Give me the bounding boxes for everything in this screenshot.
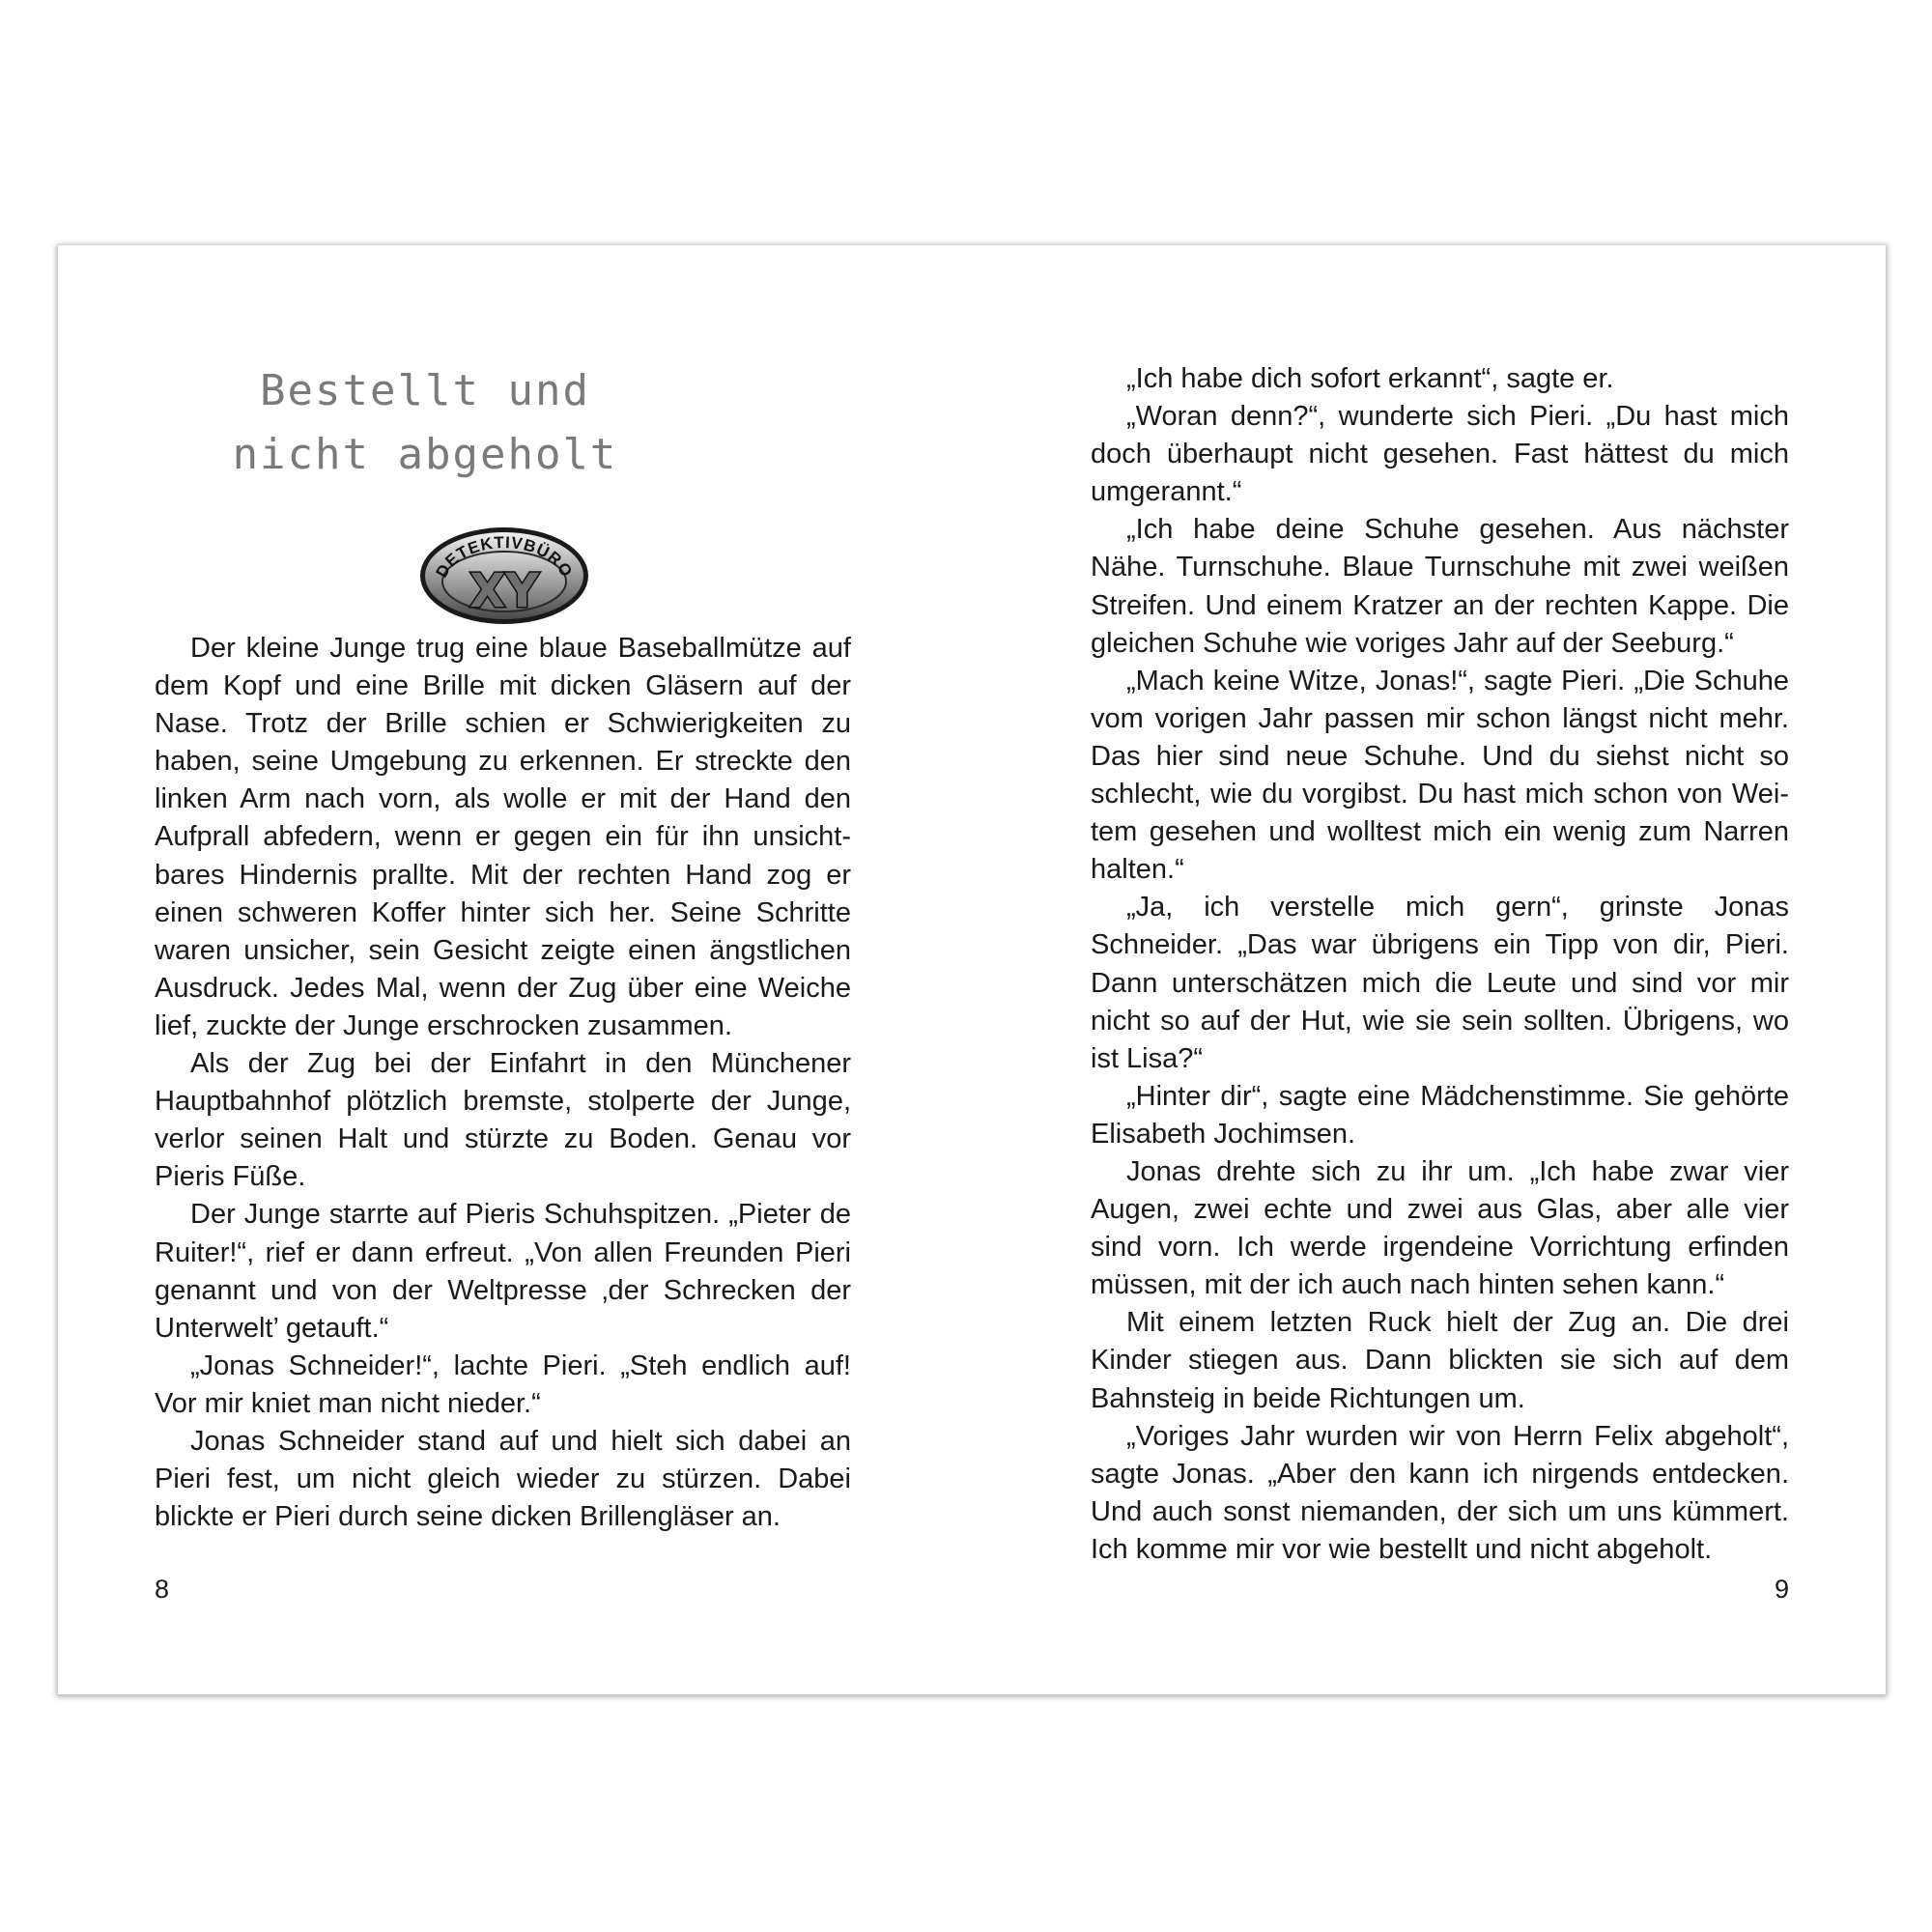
paragraph: Mit einem letzten Ruck hielt der Zug an. Die drei Kinder stiegen aus. Dann blickten sie sich auf dem Bahnsteig in beide Richtungen um. (1091, 1307, 1789, 1414)
paragraph: Jonas drehte sich zu ihr um. „Ich habe zwar vier Augen, zwei echte und zwei aus Glas, aber alle vier sind vorn. Ich werde irgendeine Vorrichtung erfinden müssen, mit der ich auch nach hinten sehen kann.“ (1091, 1155, 1789, 1301)
paragraph: „Ich habe deine Schuhe gesehen. Aus nächster Nähe. Turnschuhe. Blaue Turnschuhe mit zwei weißen Streifen. Und einem Kratzer an der rechten Kappe. Die gleichen Schuhe wie voriges Jahr auf der Seeburg.“ (1091, 514, 1789, 659)
paragraph: „Ich habe dich sofort erkannt“, sagte er. (1126, 363, 1614, 394)
paragraph: „Voriges Jahr wurden wir von Herrn Felix abgeholt“, sagte Jonas. „Aber den kann ich nirgends entdecken. Und auch sonst niemanden, der sich um uns kümmert. Ich komme mir vor wie bestellt und nicht abgeholt. (1091, 1420, 1789, 1565)
paragraph: Der Junge starrte auf Pieris Schuhspitzen. „Pieter de Ruiter!“, rief er dann erfreut. „Von allen Freunden Pieri genannt und von der Weltpresse ‚der Schrecken der Unterwelt’ getauft.“ (155, 1199, 851, 1344)
page-number-left: 8 (155, 1575, 170, 1604)
paragraph: „Jonas Schneider!“, lachte Pieri. „Steh endlich auf! Vor mir kniet man nicht nieder.“ (155, 1350, 851, 1419)
chapter-title-line-1: Bestellt und (260, 366, 590, 415)
paragraph: Als der Zug bei der Einfahrt in den Münchener Hauptbahnhof plötzlich bremste, stolperte der Junge, verlor seinen Halt und stürzte zu Boden. Genau vor Pieris Füße. (155, 1048, 851, 1193)
right-page (1091, 245, 1789, 1694)
paragraph: „Hinter dir“, sagte eine Mädchenstimme. Sie gehörte Elisabeth Jochimsen. (1091, 1080, 1789, 1150)
paragraph: „Ja, ich verstelle mich gern“, grinste Jonas Schneider. „Das war übrigens ein Tipp von dir, Pieri. Dann unterschätzen mich die Leute und sind vor mir nicht so auf der Hut, wie sie sein sollten. Übrigens, wo ist Lisa?“ (1091, 892, 1789, 1074)
page-number-right: 9 (1774, 1575, 1789, 1604)
chapter-title (155, 359, 696, 487)
paragraph: „Woran denn?“, wunderte sich Pieri. „Du hast mich doch überhaupt nicht gesehen. Fast hättest du mich umgerannt.“ (1091, 401, 1789, 508)
logo-emblem-text: XY (469, 564, 539, 618)
paragraph: „Mach keine Witze, Jonas!“, sagte Pieri. „Die Schuhe vom vorigen Jahr passen mir schon längst nicht mehr. Das hier sind neue Schuhe. Und du siehst nicht so schlecht, wie du vorgibst. Du hast mich schon von Weitem gesehen und wolltest mich ein wenig zum Narren halten.“ (1091, 665, 1789, 886)
paragraph: Der kleine Junge trug eine blaue Baseballmütze auf dem Kopf und eine Brille mit dicken Gläsern auf der Nase. Trotz der Brille schien er Schwierigkeiten zu haben, seine Umgebung zu erkennen. Er streckte den linken Arm nach vorn, als wolle er mit der Hand den Aufprall abfedern, wenn er gegen ein für ihn unsichtbares Hindernis prallte. Mit der rechten Hand zog er einen schweren Koffer hinter sich her. Seine Schritte waren unsicher, sein Gesicht zeigte einen ängstlichen Ausdruck. Jedes Mal, wenn der Zug über eine Weiche lief, zuckte der Junge erschrocken zusammen. (155, 633, 851, 1041)
logo-top-text: DETEKTIVBÜRO (432, 533, 577, 582)
left-page-text (155, 630, 851, 1536)
right-page-text (1091, 360, 1789, 1569)
detektivbuero-logo (418, 526, 590, 626)
paragraph: Jonas Schneider stand auf und hielt sich dabei an Pieri fest, um nicht gleich wieder zu stürzen. Dabei blickte er Pieri durch seine dicken Brillengläser an. (155, 1425, 851, 1533)
chapter-title-line-2: nicht abgeholt (232, 430, 618, 479)
left-page (155, 245, 851, 1694)
book-spread (58, 245, 1886, 1694)
